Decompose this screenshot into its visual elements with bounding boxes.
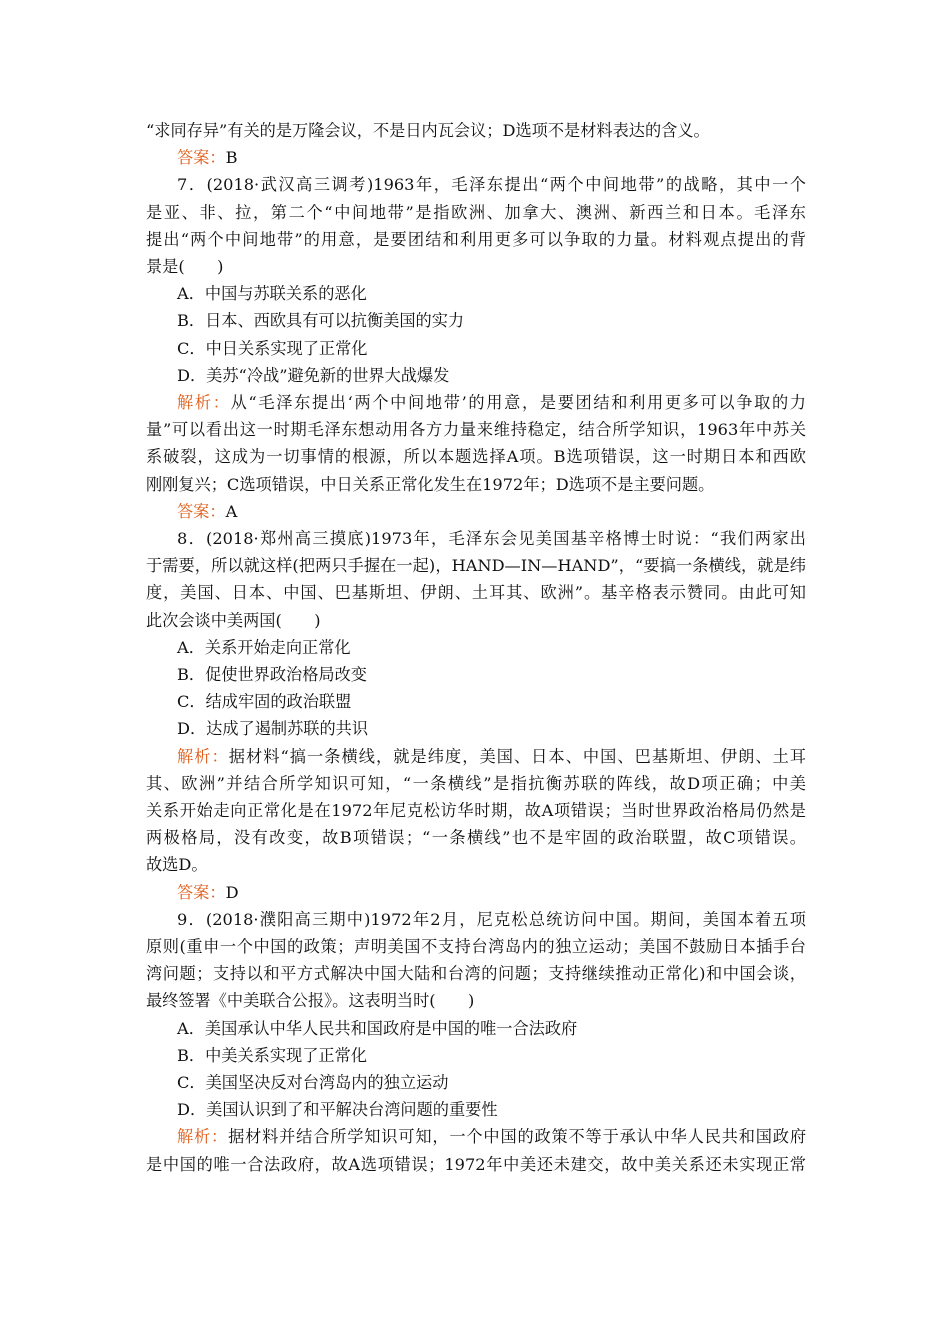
answer-label: 答案：	[177, 882, 226, 902]
option-line: C．结成牢固的政治联盟	[177, 692, 352, 712]
analysis-line	[177, 1123, 806, 1150]
answer-label: 答案：	[177, 501, 226, 521]
analysis-label: 解析：	[177, 393, 231, 412]
analysis-text: 据材料“搞一条横线，就是纬度，美国、日本、中国、巴基斯坦、伊朗、土耳	[228, 746, 806, 766]
answer-value: A	[225, 501, 238, 521]
answer-value: D	[225, 882, 239, 902]
option-line: A．美国承认中华人民共和国政府是中国的唯一合法政府	[177, 1018, 578, 1038]
option-line: D．达成了遏制苏联的共识	[177, 719, 369, 739]
text-line: 两极格局，没有改变，故B项错误；“一条横线”也不是牢固的政治联盟，故C项错误。	[146, 828, 806, 848]
option-line: B．日本、西欧具有可以抗衡美国的实力	[177, 311, 465, 331]
answer-line	[177, 879, 239, 906]
answer-line	[177, 498, 237, 525]
text-line: 度，美国、日本、中国、巴基斯坦、伊朗、土耳其、欧洲”。基辛格表示赞同。由此可知	[146, 583, 806, 603]
text-line: 是中国的唯一合法政府，故A选项错误；1972年中美还未建交，故中美关系还未实现正常	[146, 1154, 806, 1174]
option-line: A．关系开始走向正常化	[177, 637, 351, 657]
text-line: 此次会谈中美两国( )	[146, 610, 321, 630]
text-line: 7．(2018·武汉高三调考)1963年，毛泽东提出“两个中间地带”的战略，其中一个	[177, 175, 806, 195]
text-line: 9．(2018·濮阳高三期中)1972年2月，尼克松总统访问中国。期间，美国本着五项	[177, 909, 806, 929]
option-line: B．中美关系实现了正常化	[177, 1045, 367, 1065]
text-line: 故选D。	[146, 855, 208, 875]
analysis-label: 解析：	[177, 746, 229, 766]
analysis-text: 据材料并结合所学知识可知，一个中国的政策不等于承认中华人民共和国政府	[228, 1127, 807, 1147]
analysis-line	[177, 389, 806, 416]
option-line: A．中国与苏联关系的恶化	[177, 284, 367, 304]
text-line: 最终签署《中美联合公报》。这表明当时( )	[146, 991, 475, 1011]
text-line: 是亚、非、拉，第二个“中间地带”是指欧洲、加拿大、澳洲、新西兰和日本。毛泽东	[146, 202, 806, 222]
analysis-label: 解析：	[177, 1127, 229, 1147]
text-line: 刚刚复兴；C选项错误，中日关系正常化发生在1972年；D选项不是主要问题。	[146, 474, 715, 494]
text-line: 原则(重申一个中国的政策；声明美国不支持台湾岛内的独立运动；美国不鼓励日本插手台	[146, 937, 806, 956]
option-line: C．中日关系实现了正常化	[177, 338, 368, 358]
answer-line	[177, 144, 237, 171]
answer-value: B	[225, 148, 238, 168]
text-line: 于需要，所以就这样(把两只手握在一起)，HAND—IN—HAND”，“要搞一条横线，就是纬	[146, 556, 806, 576]
analysis-text: 从“毛泽东提出‘两个中间地带’的用意，是要团结和利用更多可以争取的力	[230, 393, 806, 412]
analysis-line	[177, 743, 806, 770]
option-line: D．美苏“冷战”避免新的世界大战爆发	[177, 365, 450, 385]
option-line: C．美国坚决反对台湾岛内的独立运动	[177, 1073, 449, 1092]
text-line: 量”可以看出这一时期毛泽东想动用各方力量来维持稳定，结合所学知识，1963年中苏关	[146, 420, 806, 440]
text-line: 提出“两个中间地带”的用意，是要团结和利用更多可以争取的力量。材料观点提出的背	[146, 229, 806, 249]
option-line: D．美国认识到了和平解决台湾问题的重要性	[177, 1100, 498, 1120]
option-line: B．促使世界政治格局改变	[177, 665, 367, 684]
text-line: 湾问题；支持以和平方式解决中国大陆和台湾的问题；支持继续推动正常化)和中国会谈，	[146, 964, 806, 984]
text-line: “求同存异”有关的是万隆会议，不是日内瓦会议；D选项不是材料表达的含义。	[146, 121, 710, 140]
text-line: 其、欧洲”并结合所学知识可知，“一条横线”是指抗衡苏联的阵线，故D项正确；中美	[146, 773, 806, 793]
answer-label: 答案：	[177, 148, 226, 168]
text-line: 8．(2018·郑州高三摸底)1973年，毛泽东会见美国基辛格博士时说：“我们两家出	[177, 529, 806, 548]
text-line: 关系开始走向正常化是在1972年尼克松访华时期，故A项错误；当时世界政治格局仍然是	[146, 801, 806, 820]
text-line: 景是( )	[146, 257, 224, 276]
text-line: 系破裂，这成为一切事情的根源，所以本题选择A项。B选项错误，这一时期日本和西欧	[146, 447, 806, 467]
